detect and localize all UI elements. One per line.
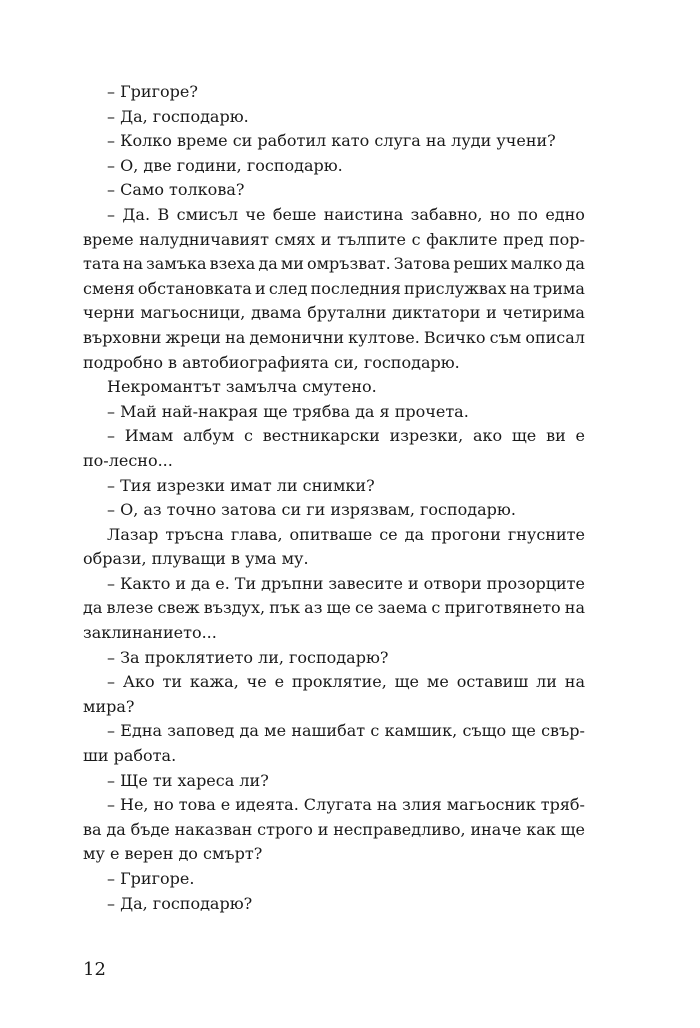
text-line: – Да, господарю. [107, 106, 249, 126]
text-line: да влезе свеж въздух, пък аз ще се заема с приготвянето на [83, 598, 585, 618]
text-line: – Май най-накрая ще трябва да я прочета. [107, 401, 469, 421]
page-number: 12 [83, 959, 106, 980]
text-line: – Имам албум с вестникарски изрезки, ако ще ви е [107, 426, 585, 446]
text-line: – Само толкова? [107, 180, 245, 200]
text-line: – Тия изрезки имат ли снимки? [107, 475, 375, 495]
text-line: образи, плуващи в ума му. [83, 549, 309, 569]
text-line: – Колко време си работил като слуга на луди учени? [107, 131, 556, 151]
text-line: заклинанието... [83, 623, 217, 643]
text-line: ши работа. [83, 746, 177, 766]
text-line: – Както и да е. Ти дръпни завесите и отвори прозорците [107, 573, 585, 593]
text-line: Некромантът замълча смутено. [107, 377, 377, 397]
text-line: – Да, господарю? [107, 893, 253, 913]
text-line: сменя обстановката и след последния прислужвах на трима [83, 278, 585, 298]
text-line: – Григоре. [107, 869, 195, 888]
text-line: – Ще ти хареса ли? [107, 770, 269, 790]
text-line: подробно в автобиографията си, господарю. [83, 352, 460, 372]
book-page-text [83, 80, 585, 916]
text-line: тата на замъка взеха да ми омръзват. Затова реших малко да [83, 254, 585, 274]
text-line: – Не, но това е идеята. Слугата на злия магьосник тряб- [107, 795, 585, 815]
text-line: – Ако ти кажа, че е проклятие, ще ме оставиш ли на [107, 672, 585, 692]
text-line: по-лесно... [83, 450, 173, 470]
text-line: мира? [83, 696, 135, 716]
text-line: – Една заповед да ме нашибат с камшик, също ще свър- [107, 721, 585, 741]
text-line: – Да. В смисъл че беше наистина забавно, но по едно [107, 204, 585, 224]
text-line: – Григоре? [107, 82, 198, 101]
text-line: – О, две години, господарю. [107, 155, 343, 175]
text-line: Лазар тръсна глава, опитваше се да прогони гнусните [107, 524, 585, 544]
text-line: – О, аз точно затова си ги изрязвам, господарю. [107, 500, 516, 520]
text-line: – За проклятието ли, господарю? [107, 647, 389, 667]
text-line: върховни жреци на демонични култове. Всичко съм описал [83, 327, 585, 347]
text-line: ва да бъде наказван строго и несправедливо, иначе как ще [83, 819, 585, 839]
text-line: черни магьосници, двама брутални диктатори и четирима [83, 303, 585, 323]
text-line: време налудничавият смях и тълпите с факлите пред пор- [83, 229, 585, 249]
text-line: му е верен до смърт? [83, 844, 263, 864]
